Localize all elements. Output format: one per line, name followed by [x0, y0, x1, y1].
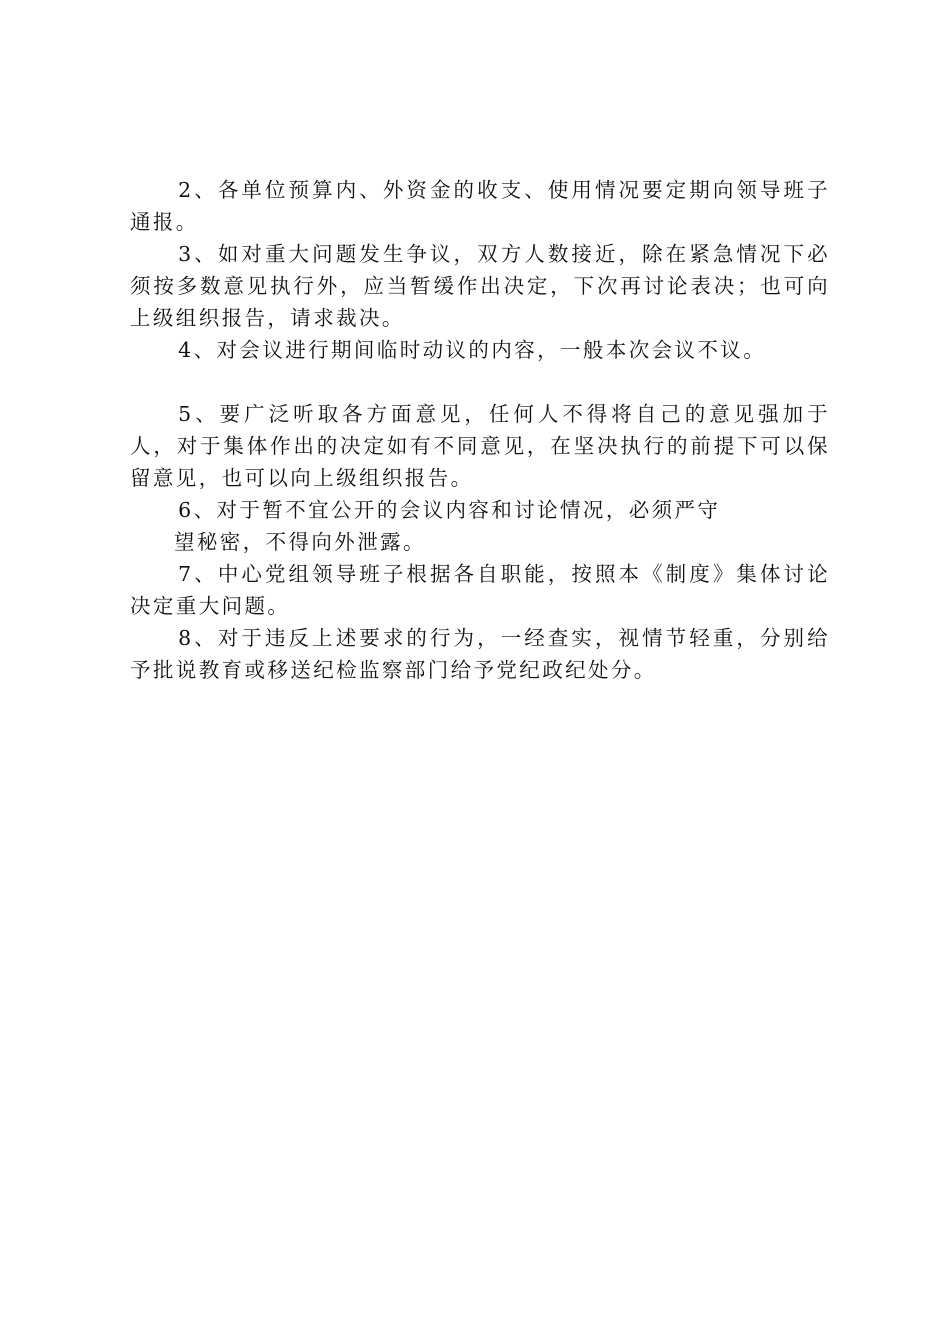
paragraph-6-continuation-wrapper	[130, 526, 830, 558]
paragraph-8: 8、对于违反上述要求的行为，一经查实，视情节轻重，分别给予批说教育或移送纪检监察部门给予党纪政纪处分。	[130, 626, 830, 682]
paragraph-2: 2、各单位预算内、外资金的收支、使用情况要定期向领导班子通报。	[130, 178, 830, 234]
paragraph-6-continuation: 望秘密，不得向外泄露。	[174, 530, 426, 554]
document-body	[130, 174, 830, 686]
paragraph-4: 4、对会议进行期间临时动议的内容，一般本次会议不议。	[178, 338, 767, 362]
paragraph-3: 3、如对重大问题发生争议，双方人数接近，除在紧急情况下必须按多数意见执行外，应当暂缓作出决定，下次再讨论表决；也可向上级组织报告，请求裁决。	[130, 242, 830, 330]
paragraph-7: 7、中心党组领导班子根据各自职能，按照本《制度》集体讨论决定重大问题。	[130, 562, 830, 618]
paragraph-5: 5、要广泛听取各方面意见，任何人不得将自己的意见强加于人，对于集体作出的决定如有不同意见，在坚决执行的前提下可以保留意见，也可以向上级组织报告。	[130, 402, 830, 490]
paragraph-6: 6、对于暂不宜公开的会议内容和讨论情况，必须严守	[178, 498, 721, 522]
